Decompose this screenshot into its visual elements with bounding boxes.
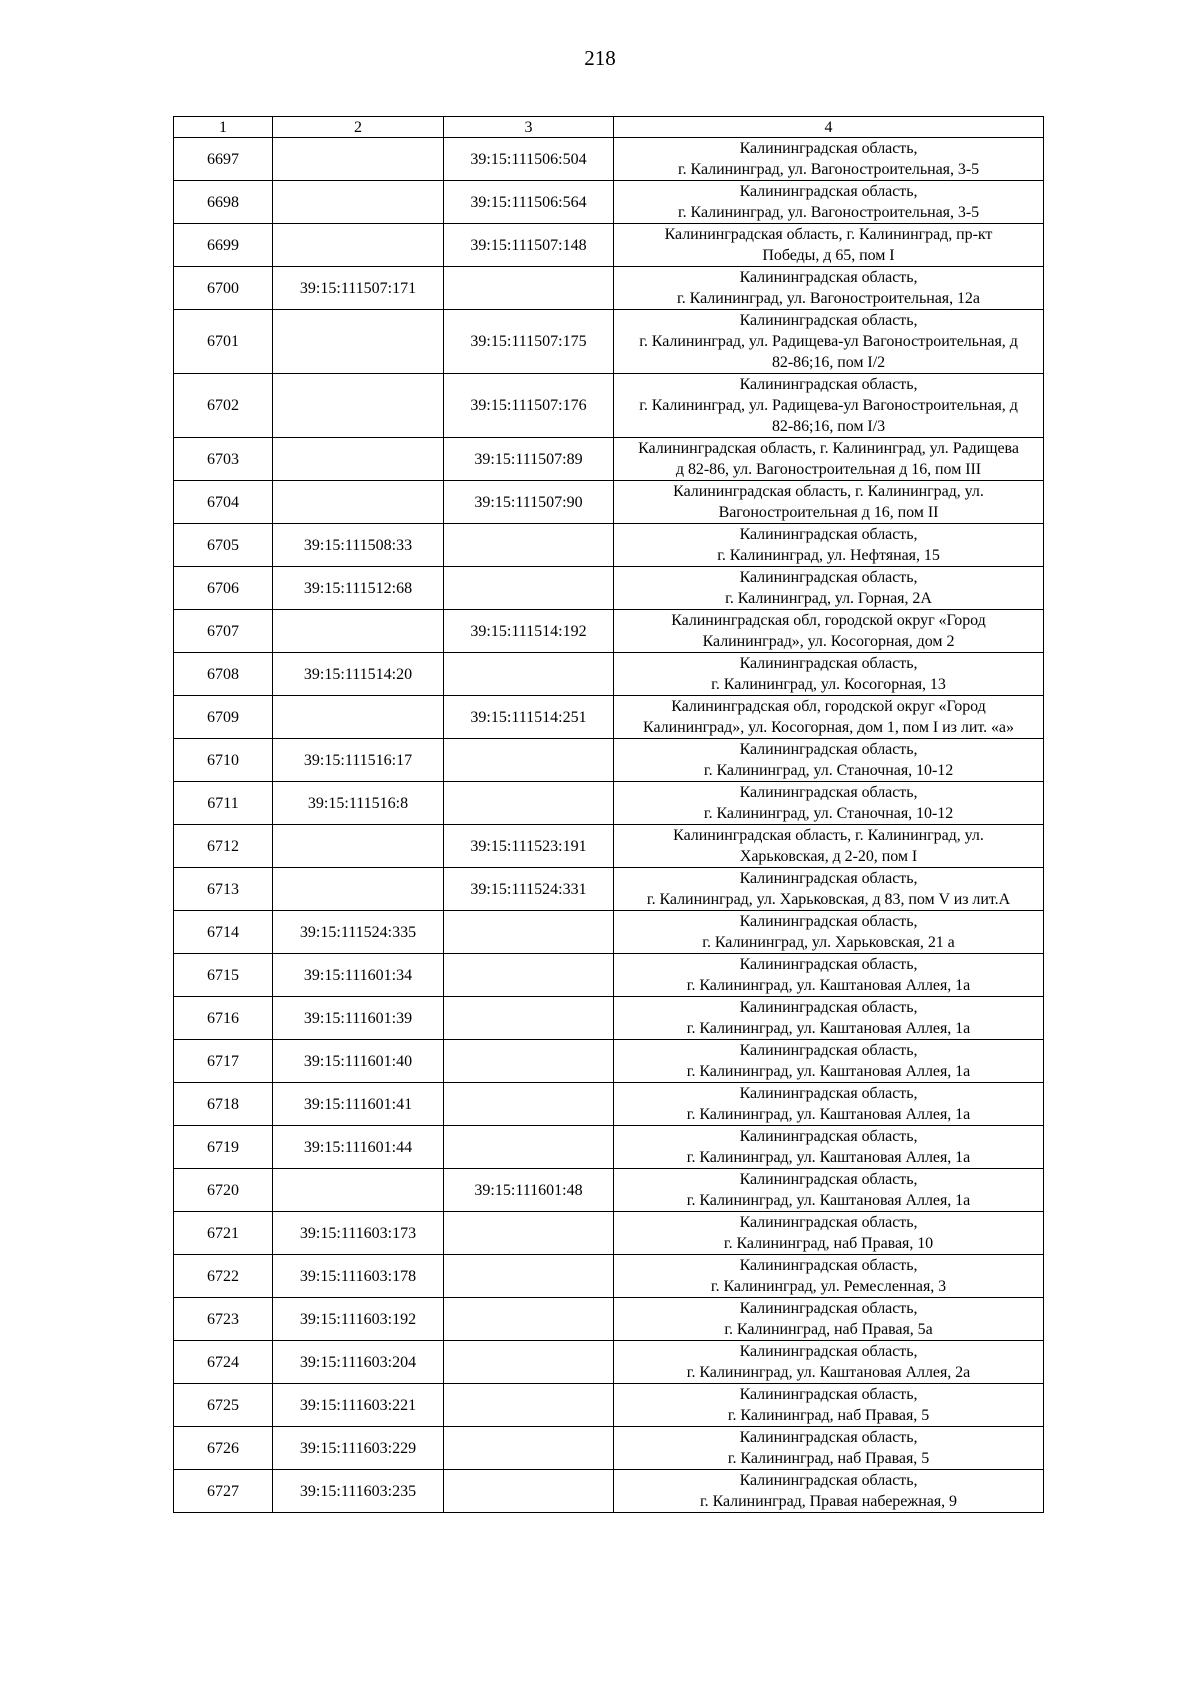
cadastral-number-col3-cell xyxy=(444,1083,614,1126)
cadastral-number-col3-cell: 39:15:111601:48 xyxy=(444,1169,614,1212)
table-row xyxy=(174,438,1044,481)
address-cell: Калининградская область, г. Калининград, ул. Каштановая Аллея, 1а xyxy=(614,1083,1044,1126)
cadastral-number-col3-cell xyxy=(444,911,614,954)
address-cell: Калининградская область, г. Калининград, ул. Вагоностроительная, 3-5 xyxy=(614,181,1044,224)
table-row xyxy=(174,1126,1044,1169)
cadastral-number-col2-cell xyxy=(273,696,444,739)
address-cell: Калининградская область, г. Калининград, ул. Каштановая Аллея, 1а xyxy=(614,1040,1044,1083)
row-number-cell: 6711 xyxy=(174,782,273,825)
address-cell: Калининградская обл, городской округ «Город Калининград», ул. Косогорная, дом 2 xyxy=(614,610,1044,653)
cadastral-number-col2-cell: 39:15:111601:40 xyxy=(273,1040,444,1083)
row-number-cell: 6699 xyxy=(174,224,273,267)
table-row xyxy=(174,868,1044,911)
cadastral-number-col2-cell: 39:15:111603:178 xyxy=(273,1255,444,1298)
table-row xyxy=(174,997,1044,1040)
row-number-cell: 6720 xyxy=(174,1169,273,1212)
address-cell: Калининградская область, г. Калининград, ул. Радищева-ул Вагоностроительная, д 82-86;16, пом I/3 xyxy=(614,374,1044,438)
cadastral-number-col3-cell: 39:15:111507:175 xyxy=(444,310,614,374)
cadastral-number-col3-cell xyxy=(444,1126,614,1169)
row-number-cell: 6700 xyxy=(174,267,273,310)
address-cell: Калининградская область, г. Калининград, ул. Каштановая Аллея, 2а xyxy=(614,1341,1044,1384)
cadastral-number-col3-cell xyxy=(444,1212,614,1255)
address-cell: Калининградская область, г. Калининград, ул. Горная, 2А xyxy=(614,567,1044,610)
address-cell: Калининградская область, г. Калининград, ул. Станочная, 10-12 xyxy=(614,782,1044,825)
table-row xyxy=(174,524,1044,567)
cadastral-number-col3-cell xyxy=(444,954,614,997)
cadastral-number-col2-cell xyxy=(273,138,444,181)
address-cell: Калининградская область, г. Калининград, ул. Нефтяная, 15 xyxy=(614,524,1044,567)
table-row xyxy=(174,1298,1044,1341)
registry-body xyxy=(174,138,1044,1513)
cadastral-number-col2-cell: 39:15:111603:173 xyxy=(273,1212,444,1255)
cadastral-number-col2-cell xyxy=(273,438,444,481)
address-cell: Калининградская область, г. Калининград, ул. Ремесленная, 3 xyxy=(614,1255,1044,1298)
table-row xyxy=(174,1470,1044,1513)
column-header-1: 1 xyxy=(174,117,273,138)
address-cell: Калининградская область, г. Калининград, ул. Радищева д 82-86, ул. Вагоностроительная д 16, пом III xyxy=(614,438,1044,481)
cadastral-number-col3-cell xyxy=(444,524,614,567)
cadastral-number-col3-cell: 39:15:111523:191 xyxy=(444,825,614,868)
cadastral-number-col2-cell: 39:15:111603:235 xyxy=(273,1470,444,1513)
table-row xyxy=(174,1169,1044,1212)
cadastral-number-col2-cell: 39:15:111601:39 xyxy=(273,997,444,1040)
cadastral-number-col3-cell: 39:15:111506:564 xyxy=(444,181,614,224)
cadastral-number-col3-cell xyxy=(444,567,614,610)
cadastral-number-col3-cell: 39:15:111514:251 xyxy=(444,696,614,739)
table-row xyxy=(174,739,1044,782)
cadastral-number-col2-cell: 39:15:111516:8 xyxy=(273,782,444,825)
cadastral-number-col3-cell: 39:15:111524:331 xyxy=(444,868,614,911)
cadastral-number-col3-cell xyxy=(444,1298,614,1341)
row-number-cell: 6705 xyxy=(174,524,273,567)
cadastral-number-col2-cell xyxy=(273,868,444,911)
row-number-cell: 6726 xyxy=(174,1427,273,1470)
address-cell: Калининградская область, г. Калининград, ул. Харьковская, д 2-20, пом I xyxy=(614,825,1044,868)
table-row xyxy=(174,374,1044,438)
address-cell: Калининградская область, г. Калининград, наб Правая, 10 xyxy=(614,1212,1044,1255)
row-number-cell: 6716 xyxy=(174,997,273,1040)
table-row xyxy=(174,911,1044,954)
cadastral-number-col2-cell: 39:15:111601:41 xyxy=(273,1083,444,1126)
cadastral-number-col3-cell xyxy=(444,1427,614,1470)
cadastral-number-col3-cell: 39:15:111507:89 xyxy=(444,438,614,481)
address-cell: Калининградская область, г. Калининград, ул. Каштановая Аллея, 1а xyxy=(614,997,1044,1040)
cadastral-number-col3-cell: 39:15:111507:90 xyxy=(444,481,614,524)
table-row xyxy=(174,567,1044,610)
row-number-cell: 6706 xyxy=(174,567,273,610)
table-row xyxy=(174,954,1044,997)
table-row xyxy=(174,782,1044,825)
address-cell: Калининградская область, г. Калининград, ул. Косогорная, 13 xyxy=(614,653,1044,696)
cadastral-number-col2-cell: 39:15:111508:33 xyxy=(273,524,444,567)
table-row xyxy=(174,1341,1044,1384)
table-row xyxy=(174,653,1044,696)
row-number-cell: 6698 xyxy=(174,181,273,224)
table-row xyxy=(174,1427,1044,1470)
cadastral-number-col2-cell: 39:15:111514:20 xyxy=(273,653,444,696)
row-number-cell: 6715 xyxy=(174,954,273,997)
cadastral-number-col3-cell: 39:15:111507:176 xyxy=(444,374,614,438)
table-row xyxy=(174,267,1044,310)
cadastral-number-col3-cell xyxy=(444,1255,614,1298)
cadastral-number-col2-cell xyxy=(273,224,444,267)
cadastral-number-col2-cell xyxy=(273,374,444,438)
address-cell: Калининградская область, г. Калининград, наб Правая, 5 xyxy=(614,1427,1044,1470)
row-number-cell: 6713 xyxy=(174,868,273,911)
cadastral-number-col3-cell xyxy=(444,1341,614,1384)
page-number: 218 xyxy=(584,46,616,70)
cadastral-number-col3-cell: 39:15:111514:192 xyxy=(444,610,614,653)
table-row xyxy=(174,310,1044,374)
address-cell: Калининградская область, г. Калининград, наб Правая, 5 xyxy=(614,1384,1044,1427)
table-row xyxy=(174,696,1044,739)
row-number-cell: 6702 xyxy=(174,374,273,438)
table-row xyxy=(174,1255,1044,1298)
row-number-cell: 6717 xyxy=(174,1040,273,1083)
cadastral-number-col2-cell xyxy=(273,1169,444,1212)
row-number-cell: 6719 xyxy=(174,1126,273,1169)
table-row xyxy=(174,181,1044,224)
address-cell: Калининградская область, г. Калининград, наб Правая, 5а xyxy=(614,1298,1044,1341)
row-number-cell: 6701 xyxy=(174,310,273,374)
cadastral-number-col3-cell: 39:15:111507:148 xyxy=(444,224,614,267)
cadastral-number-col3-cell xyxy=(444,739,614,782)
registry-table xyxy=(173,116,1044,1513)
address-cell: Калининградская область, г. Калининград, ул. Станочная, 10-12 xyxy=(614,739,1044,782)
cadastral-number-col2-cell: 39:15:111603:229 xyxy=(273,1427,444,1470)
cadastral-number-col2-cell: 39:15:111603:204 xyxy=(273,1341,444,1384)
cadastral-number-col2-cell xyxy=(273,310,444,374)
cadastral-number-col3-cell xyxy=(444,1470,614,1513)
table-row xyxy=(174,1040,1044,1083)
row-number-cell: 6709 xyxy=(174,696,273,739)
table-row xyxy=(174,825,1044,868)
row-number-cell: 6714 xyxy=(174,911,273,954)
address-cell: Калининградская область, г. Калининград, ул. Вагоностроительная, 3-5 xyxy=(614,138,1044,181)
row-number-cell: 6722 xyxy=(174,1255,273,1298)
address-cell: Калининградская область, г. Калининград, Правая набережная, 9 xyxy=(614,1470,1044,1513)
cadastral-number-col3-cell xyxy=(444,267,614,310)
cadastral-number-col2-cell: 39:15:111603:221 xyxy=(273,1384,444,1427)
row-number-cell: 6707 xyxy=(174,610,273,653)
table-row xyxy=(174,1212,1044,1255)
cadastral-number-col2-cell: 39:15:111507:171 xyxy=(273,267,444,310)
row-number-cell: 6710 xyxy=(174,739,273,782)
row-number-cell: 6723 xyxy=(174,1298,273,1341)
table-row xyxy=(174,481,1044,524)
row-number-cell: 6704 xyxy=(174,481,273,524)
address-cell: Калининградская область, г. Калининград, ул. Радищева-ул Вагоностроительная, д 82-86;16, пом I/2 xyxy=(614,310,1044,374)
row-number-cell: 6725 xyxy=(174,1384,273,1427)
cadastral-number-col2-cell: 39:15:111516:17 xyxy=(273,739,444,782)
address-cell: Калининградская область, г. Калининград, ул. Каштановая Аллея, 1а xyxy=(614,1126,1044,1169)
row-number-cell: 6697 xyxy=(174,138,273,181)
cadastral-number-col2-cell: 39:15:111512:68 xyxy=(273,567,444,610)
table-row xyxy=(174,610,1044,653)
cadastral-number-col3-cell xyxy=(444,1384,614,1427)
cadastral-number-col2-cell xyxy=(273,481,444,524)
row-number-cell: 6721 xyxy=(174,1212,273,1255)
cadastral-number-col2-cell: 39:15:111603:192 xyxy=(273,1298,444,1341)
column-header-2: 2 xyxy=(273,117,444,138)
table-row xyxy=(174,138,1044,181)
header-row xyxy=(174,117,1044,138)
cadastral-number-col3-cell xyxy=(444,653,614,696)
row-number-cell: 6727 xyxy=(174,1470,273,1513)
address-cell: Калининградская область, г. Калининград, ул. Вагоностроительная, 12а xyxy=(614,267,1044,310)
cadastral-number-col2-cell: 39:15:111524:335 xyxy=(273,911,444,954)
address-cell: Калининградская область, г. Калининград, ул. Харьковская, д 83, пом V из лит.А xyxy=(614,868,1044,911)
address-cell: Калининградская область, г. Калининград, ул. Вагоностроительная д 16, пом II xyxy=(614,481,1044,524)
cadastral-number-col3-cell xyxy=(444,782,614,825)
row-number-cell: 6724 xyxy=(174,1341,273,1384)
cadastral-number-col2-cell xyxy=(273,181,444,224)
cadastral-number-col2-cell xyxy=(273,825,444,868)
address-cell: Калининградская область, г. Калининград, ул. Харьковская, 21 а xyxy=(614,911,1044,954)
cadastral-number-col2-cell: 39:15:111601:44 xyxy=(273,1126,444,1169)
address-cell: Калининградская область, г. Калининград, пр-кт Победы, д 65, пом I xyxy=(614,224,1044,267)
column-header-4: 4 xyxy=(614,117,1044,138)
row-number-cell: 6718 xyxy=(174,1083,273,1126)
cadastral-number-col3-cell xyxy=(444,997,614,1040)
row-number-cell: 6708 xyxy=(174,653,273,696)
row-number-cell: 6712 xyxy=(174,825,273,868)
table-row xyxy=(174,1384,1044,1427)
cadastral-number-col2-cell xyxy=(273,610,444,653)
address-cell: Калининградская область, г. Калининград, ул. Каштановая Аллея, 1а xyxy=(614,954,1044,997)
address-cell: Калининградская область, г. Калининград, ул. Каштановая Аллея, 1а xyxy=(614,1169,1044,1212)
table-row xyxy=(174,1083,1044,1126)
column-header-3: 3 xyxy=(444,117,614,138)
cadastral-number-col2-cell: 39:15:111601:34 xyxy=(273,954,444,997)
row-number-cell: 6703 xyxy=(174,438,273,481)
address-cell: Калининградская обл, городской округ «Город Калининград», ул. Косогорная, дом 1, пом I из лит. «а» xyxy=(614,696,1044,739)
table-row xyxy=(174,224,1044,267)
cadastral-number-col3-cell: 39:15:111506:504 xyxy=(444,138,614,181)
cadastral-number-col3-cell xyxy=(444,1040,614,1083)
